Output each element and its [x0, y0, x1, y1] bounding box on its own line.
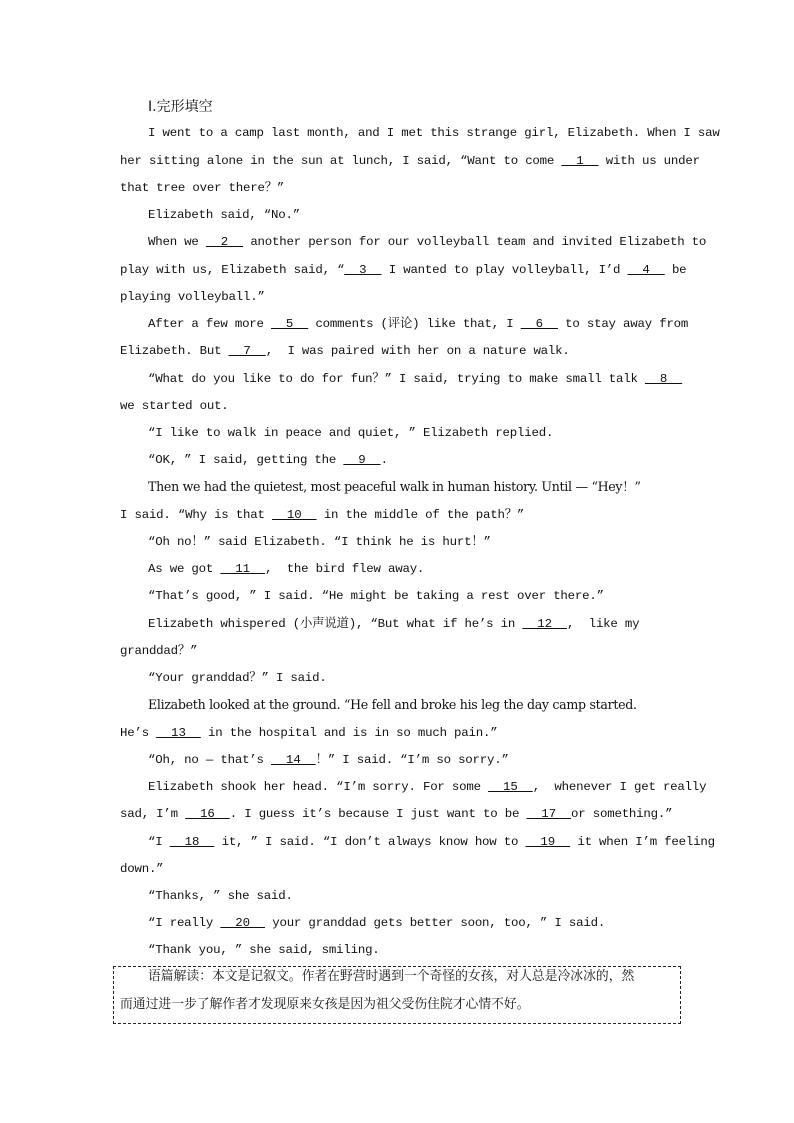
passage-line: Elizabeth shook her head. “I’m sorry. For some 15 , whenever I get really — [148, 780, 707, 794]
passage-line: Elizabeth looked at the ground. “He fell and broke his leg the day camp started. — [148, 697, 637, 712]
cloze-blank: 6 — [520, 317, 558, 331]
passage-line: that tree over there？” — [120, 181, 285, 195]
cloze-blank: 17 — [526, 807, 572, 821]
passage-line: Elizabeth said, “No.” — [148, 208, 300, 222]
section-heading: Ⅰ.完形填空 — [148, 99, 213, 115]
cloze-blank: 16 — [185, 807, 230, 821]
cloze-blank: 11 — [220, 562, 265, 576]
passage-line: Then we had the quietest, most peaceful walk in human history. Until — “Hey！” — [148, 479, 641, 494]
passage-line: “Your granddad？” I said. — [148, 671, 327, 685]
passage-line: “Oh, no — that’s 14 ！” I said. “I’m so sorry.” — [148, 753, 509, 767]
passage-line: down.” — [120, 862, 164, 876]
passage-line: “OK, ” I said, getting the 9 . — [148, 453, 388, 467]
passage-line: As we got 11 , the bird flew away. — [148, 562, 425, 576]
passage-line: play with us, Elizabeth said, “ 3 I wanted to play volleyball, I’d 4 be — [120, 263, 687, 277]
passage-line: we started out. — [120, 399, 229, 413]
passage-line: Elizabeth whispered (小声说道), “But what if he’s in 12 , like my — [148, 617, 640, 631]
passage-line: “I really 20 your granddad gets better soon, too, ” I said. — [148, 916, 606, 930]
cloze-blank: 9 — [343, 453, 381, 467]
passage-line: After a few more 5 comments (评论) like that, I 6 to stay away from — [148, 317, 689, 331]
passage-line: “What do you like to do for fun？” I said, trying to make small talk 8 — [148, 372, 683, 386]
passage-line: her sitting alone in the sun at lunch, I said, “Want to come 1 with us under — [120, 154, 700, 168]
interpretation-line-1: 语篇解读：本文是记叙文。作者在野营时遇到一个奇怪的女孩，对人总是冷冰冰的，然 — [148, 969, 635, 984]
passage-line: “That’s good, ” I said. “He might be taking a rest over there.” — [148, 589, 604, 603]
cloze-blank: 4 — [627, 263, 665, 277]
passage-line: “I like to walk in peace and quiet, ” Elizabeth replied. — [148, 426, 554, 440]
cloze-blank: 10 — [271, 508, 317, 522]
cloze-blank: 20 — [220, 916, 265, 930]
passage-line: “Thank you, ” she said, smiling. — [148, 943, 380, 957]
cloze-blank: 15 — [488, 780, 533, 794]
passage-line: When we 2 another person for our volleyball team and invited Elizabeth to — [148, 235, 707, 249]
passage-line: “I 18 it, ” I said. “I don’t always know how to 19 it when I’m feeling — [148, 835, 715, 849]
passage-line: I said. “Why is that 10 in the middle of the path？” — [120, 508, 525, 522]
passage-line: sad, I’m 16 . I guess it’s because I just want to be 17 or something.” — [120, 807, 673, 821]
passage-line: playing volleyball.” — [120, 290, 265, 304]
cloze-blank: 18 — [169, 835, 215, 849]
passage-line: He’s 13 in the hospital and is in so much pain.” — [120, 726, 498, 740]
cloze-blank: 8 — [644, 372, 683, 386]
passage-line: “Oh no！” said Elizabeth. “I think he is hurt！” — [148, 535, 491, 549]
cloze-blank: 7 — [228, 344, 266, 358]
cloze-blank: 13 — [156, 726, 201, 740]
cloze-blank: 19 — [525, 835, 571, 849]
passage-line: granddad？” — [120, 644, 198, 658]
cloze-blank: 3 — [344, 263, 382, 277]
cloze-blank: 5 — [271, 317, 309, 331]
cloze-blank: 12 — [522, 617, 567, 631]
cloze-blank: 1 — [561, 154, 599, 168]
cloze-blank: 14 — [271, 753, 316, 767]
passage-line: Elizabeth. But 7 , I was paired with her on a nature walk. — [120, 344, 570, 358]
passage-line: I went to a camp last month, and I met this strange girl, Elizabeth. When I saw — [148, 126, 720, 140]
cloze-blank: 2 — [205, 235, 244, 249]
passage-line: “Thanks, ” she said. — [148, 889, 293, 903]
interpretation-line-2: 而通过进一步了解作者才发现原来女孩是因为祖父受伤住院才心情不好。 — [120, 997, 530, 1012]
